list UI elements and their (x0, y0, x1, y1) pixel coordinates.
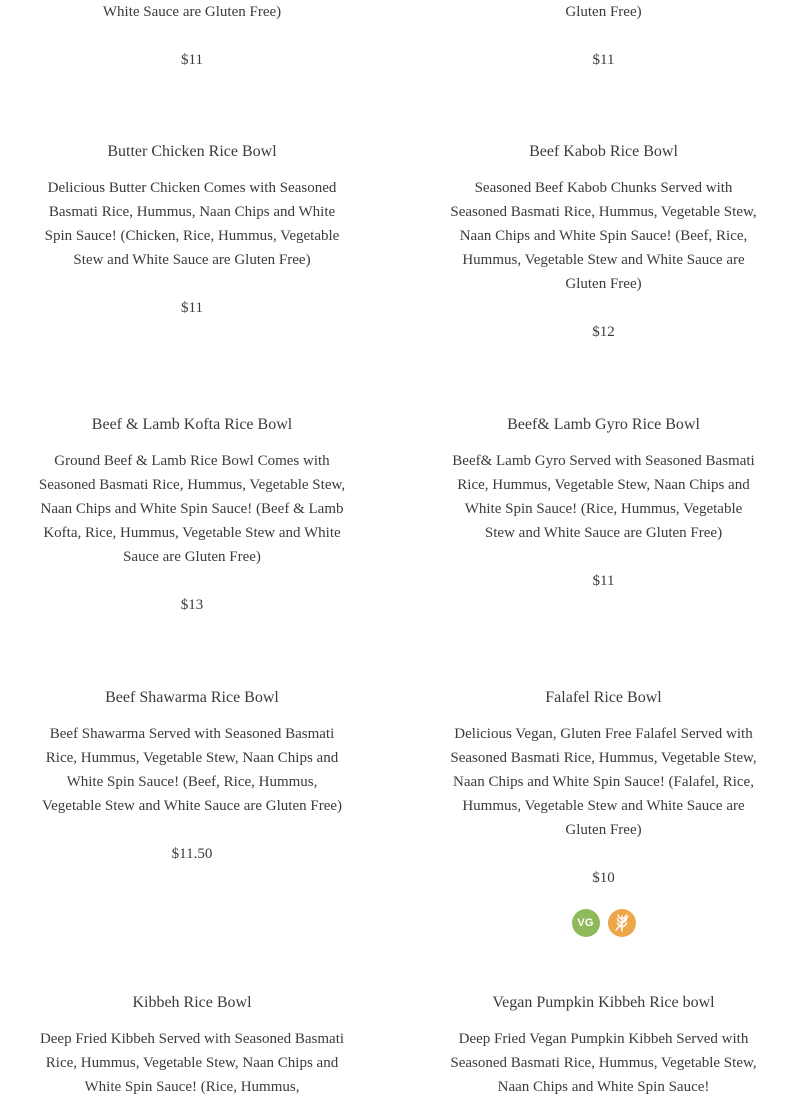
menu-item-name: Beef Kabob Rice Bowl (529, 143, 678, 160)
menu-item-description: Beef Shawarma Served with Seasoned Basmati Rice, Hummus, Vegetable Stew, Naan Chips and White Spin Sauce! (Beef, Rice, Hummus, Vegetable Stew and White Sauce are Gluten Free) (41, 726, 343, 814)
menu-item-price: $11.50 (171, 846, 213, 862)
menu-item-description: Delicious Butter Chicken Comes with Seasoned Basmati Rice, Hummus, Naan Chips and White Spin Sauce! (Chicken, Rice, Hummus, Vegetable Stew and White Sauce are Gluten Free) (44, 180, 340, 268)
menu-item-falafel[interactable] (448, 687, 759, 937)
menu-item-fragment-right (448, 0, 759, 71)
menu-item-kibbeh[interactable] (37, 992, 347, 1099)
menu-item-beef-shawarma[interactable] (37, 687, 347, 865)
menu-item-name: Beef& Lamb Gyro Rice Bowl (507, 416, 700, 433)
menu-item-description: Ground Beef & Lamb Rice Bowl Comes with Seasoned Basmati Rice, Hummus, Vegetable Stew, Naan Chips and White Spin Sauce! (Beef & Lamb Kofta, Rice, Hummus, Vegetable Stew and White Sauce are Gluten Free) (38, 453, 346, 565)
menu-item-name: Beef Shawarma Rice Bowl (105, 689, 279, 706)
menu-item-price: $11 (181, 52, 203, 68)
menu-item-price: $12 (592, 324, 615, 340)
gluten-free-wheat-icon (608, 909, 636, 937)
menu-item-description: Deep Fried Kibbeh Served with Seasoned Basmati Rice, Hummus, Vegetable Stew, Naan Chips and White Spin Sauce! (Rice, Hummus, (39, 1031, 345, 1095)
menu-item-name: Vegan Pumpkin Kibbeh Rice bowl (492, 994, 715, 1011)
menu-item-price: $11 (592, 573, 615, 589)
menu-item-name: Falafel Rice Bowl (545, 689, 662, 706)
menu-item-price: $10 (592, 870, 615, 886)
menu-item-name: Butter Chicken Rice Bowl (107, 143, 277, 160)
dietary-badges (448, 909, 759, 937)
menu-item-price: $13 (180, 597, 204, 613)
menu-item-price: $11 (181, 300, 203, 316)
menu-item-description: White Sauce are Gluten Free) (102, 4, 282, 20)
menu-item-description: Beef& Lamb Gyro Served with Seasoned Basmati Rice, Hummus, Vegetable Stew, Naan Chips and White Spin Sauce! (Rice, Hummus, Vegetable Stew and White Sauce are Gluten Free) (452, 453, 755, 541)
menu-item-price: $11 (592, 52, 615, 68)
menu-item-description: Delicious Vegan, Gluten Free Falafel Served with Seasoned Basmati Rice, Hummus, Vegetable Stew, Naan Chips and White Spin Sauce! (Falafel, Rice, Hummus, Vegetable Stew and White Sauce are Gluten Free) (450, 726, 757, 838)
menu-item-description: Deep Fried Vegan Pumpkin Kibbeh Served with Seasoned Basmati Rice, Hummus, Vegetable Stew, Naan Chips and White Spin Sauce! (450, 1031, 757, 1095)
menu-item-fragment-left (37, 0, 347, 71)
menu-item-beef-kabob[interactable] (448, 141, 759, 343)
menu-item-description: Gluten Free) (565, 4, 642, 20)
menu-item-name: Kibbeh Rice Bowl (132, 994, 252, 1011)
menu-item-vegan-pumpkin-kibbeh[interactable] (448, 992, 759, 1099)
menu-item-name: Beef & Lamb Kofta Rice Bowl (91, 416, 293, 433)
menu-item-butter-chicken[interactable] (37, 141, 347, 319)
vegan-badge-icon: VG (572, 909, 600, 937)
menu-item-description: Seasoned Beef Kabob Chunks Served with Seasoned Basmati Rice, Hummus, Vegetable Stew, Naan Chips and White Spin Sauce! (Beef, Rice, Hummus, Vegetable Stew and White Sauce are Gluten Free) (450, 180, 757, 292)
menu-item-beef-lamb-gyro[interactable] (448, 414, 759, 592)
menu-item-beef-lamb-kofta[interactable] (37, 414, 347, 616)
